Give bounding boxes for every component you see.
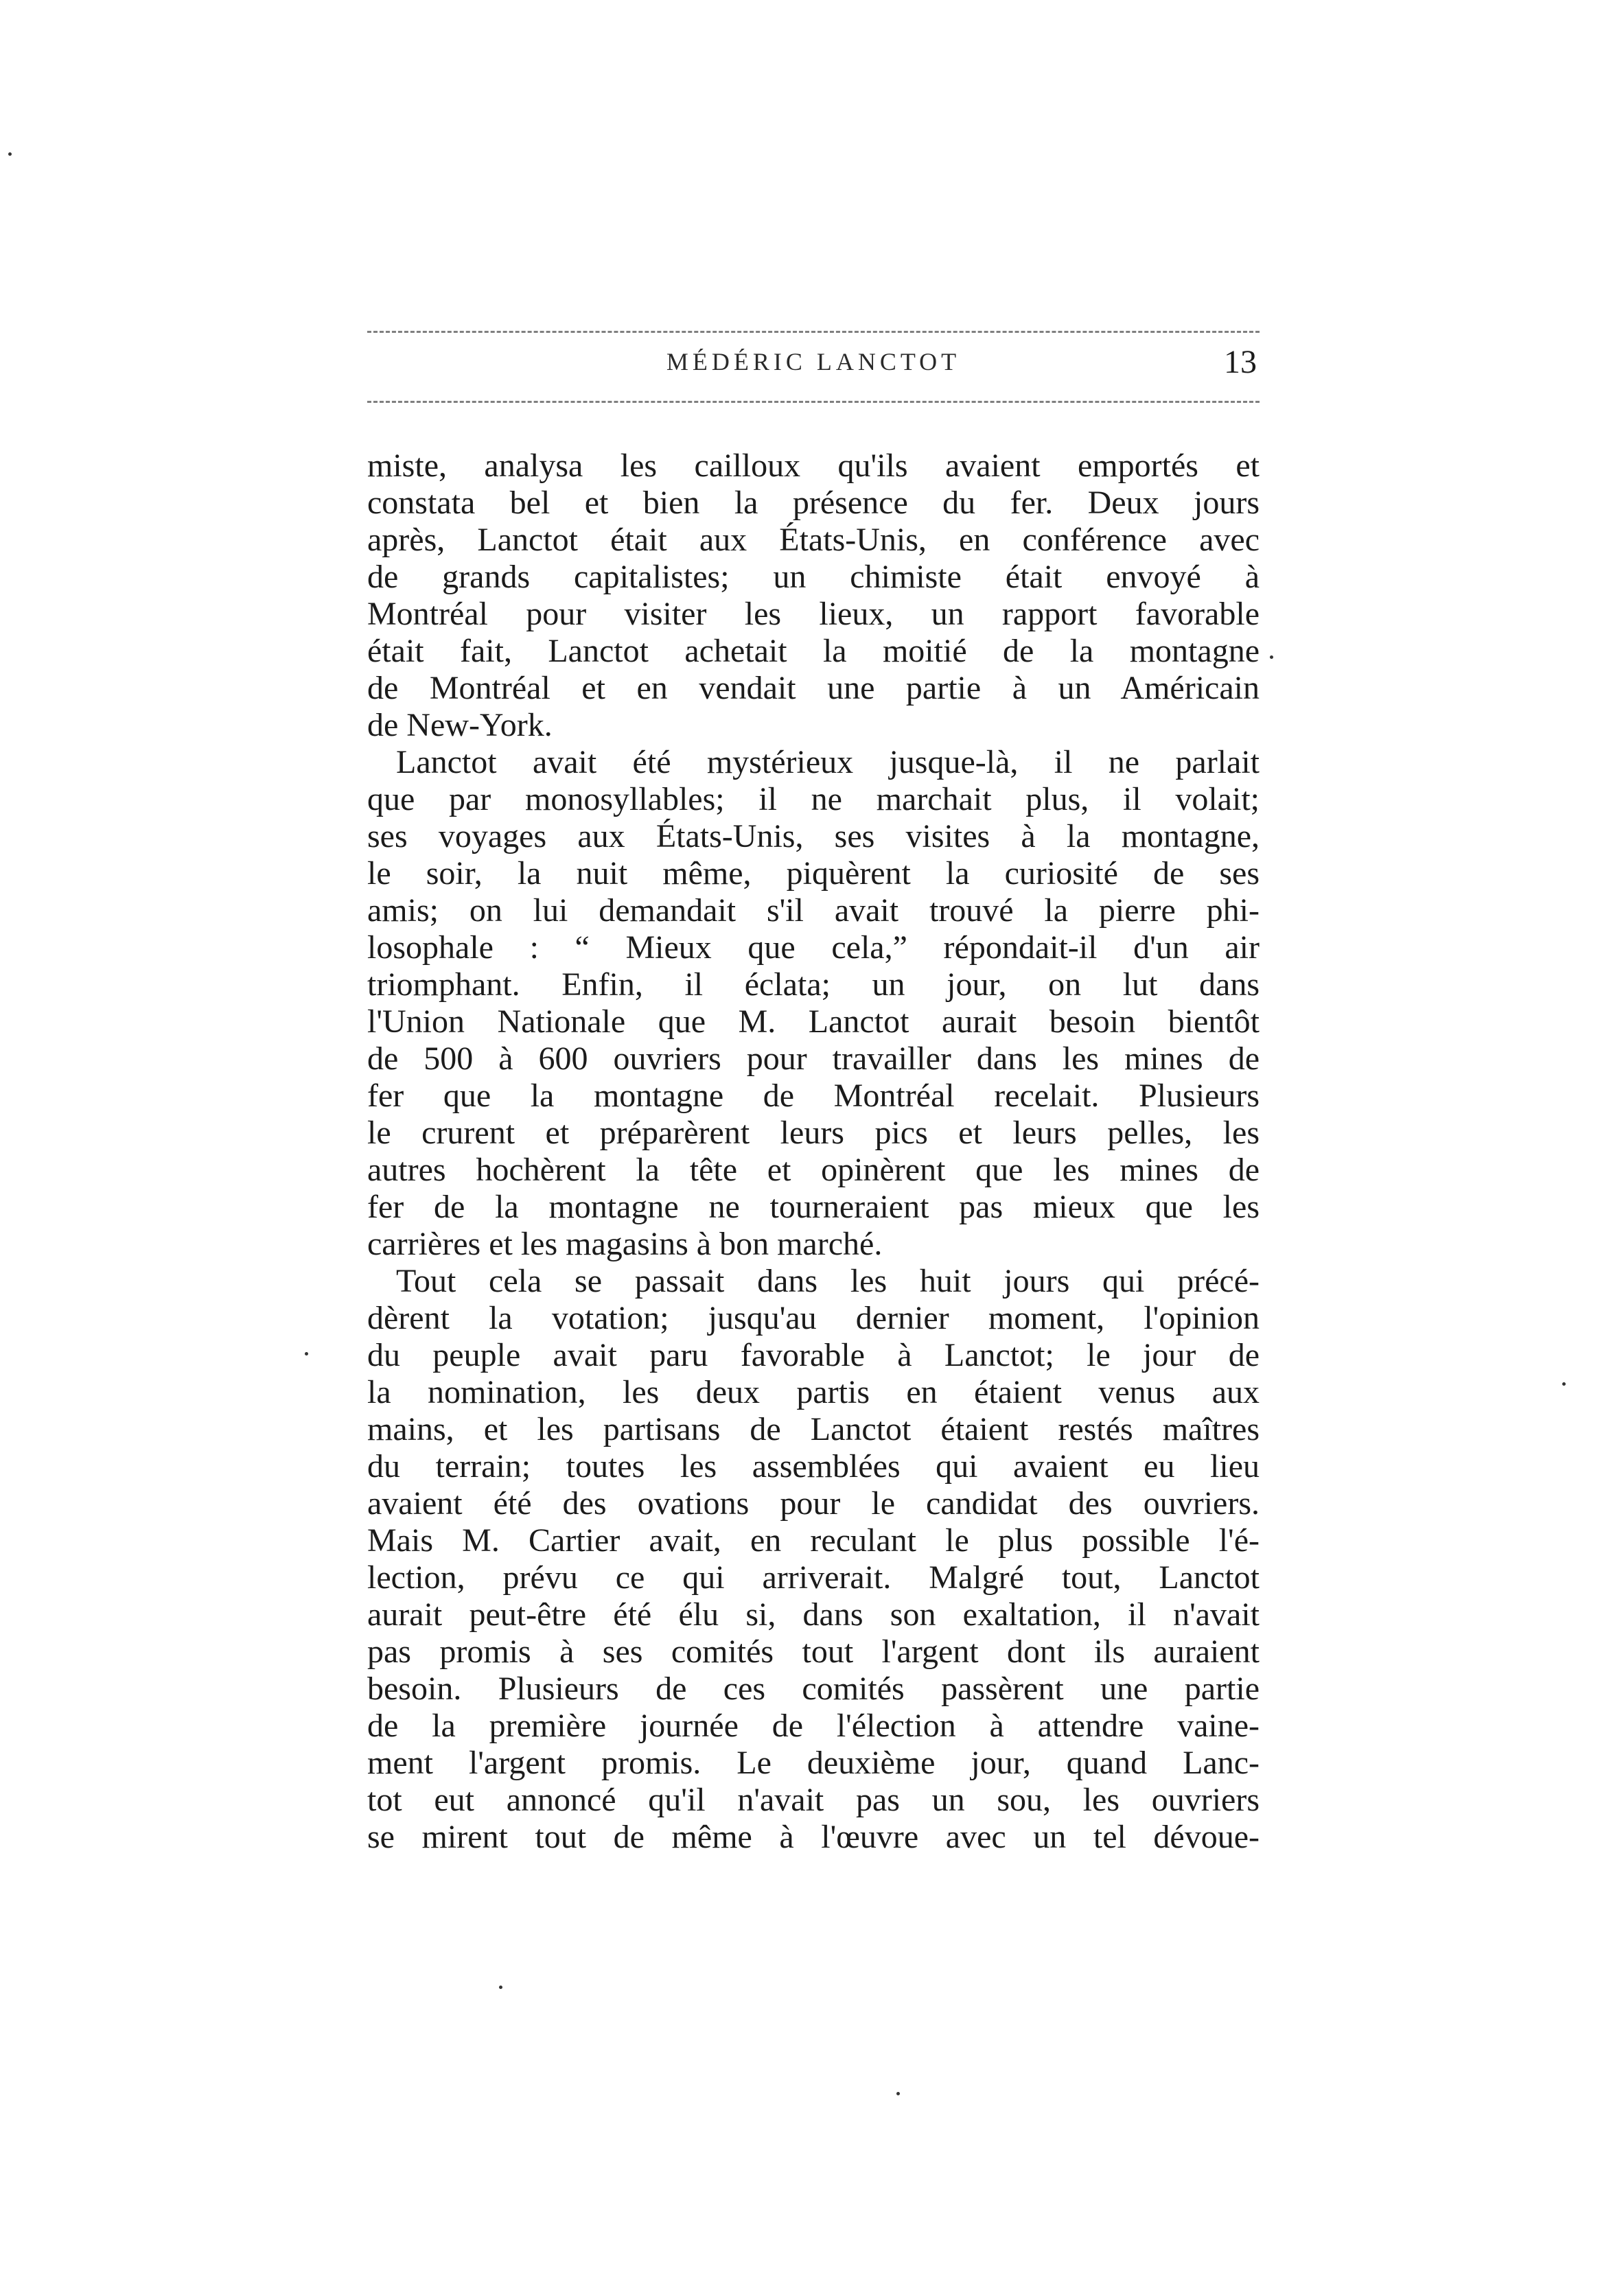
text-line: le crurent et préparèrent leurs pics et leurs pelles, les bbox=[367, 1115, 1260, 1151]
text-line: fer de la montagne ne tourneraient pas mieux que les bbox=[367, 1189, 1260, 1225]
scan-speck bbox=[1562, 1382, 1566, 1386]
text-line: amis; on lui demandait s'il avait trouvé la pierre phi- bbox=[367, 892, 1260, 929]
paragraph-2 bbox=[367, 744, 1260, 1263]
scan-speck bbox=[896, 2092, 900, 2095]
text-line: Lanctot avait été mystérieux jusque-là, il ne parlait bbox=[396, 744, 1260, 780]
text-line: la nomination, les deux partis en étaient venus aux bbox=[367, 1374, 1260, 1410]
text-line: ment l'argent promis. Le deuxième jour, quand Lanc- bbox=[367, 1745, 1260, 1781]
text-line: était fait, Lanctot achetait la moitié de la montagne bbox=[367, 633, 1260, 669]
text-line: mains, et les partisans de Lanctot étaient restés maîtres bbox=[367, 1411, 1260, 1447]
paragraph-1 bbox=[367, 447, 1260, 744]
header-rule-top bbox=[367, 331, 1260, 333]
text-line: de grands capitalistes; un chimiste était envoyé à bbox=[367, 559, 1260, 595]
text-line: Tout cela se passait dans les huit jours qui précé- bbox=[396, 1263, 1260, 1299]
scan-speck bbox=[1270, 655, 1273, 659]
text-line: Mais M. Cartier avait, en reculant le plus possible l'é- bbox=[367, 1522, 1260, 1559]
text-line: avaient été des ovations pour le candidat des ouvriers. bbox=[367, 1485, 1260, 1522]
text-line: du terrain; toutes les assemblées qui avaient eu lieu bbox=[367, 1448, 1260, 1485]
text-line: ses voyages aux États-Unis, ses visites à la montagne, bbox=[367, 818, 1260, 854]
paragraph-3 bbox=[367, 1263, 1260, 1856]
text-line: besoin. Plusieurs de ces comités passèrent une partie bbox=[367, 1671, 1260, 1707]
text-line: l'Union Nationale que M. Lanctot aurait besoin bientôt bbox=[367, 1003, 1260, 1040]
text-line: pas promis à ses comités tout l'argent dont ils auraient bbox=[367, 1633, 1260, 1670]
text-line: lection, prévu ce qui arriverait. Malgré tout, Lanctot bbox=[367, 1559, 1260, 1596]
text-line: de la première journée de l'élection à attendre vaine- bbox=[367, 1708, 1260, 1744]
text-line: tot eut annoncé qu'il n'avait pas un sou, les ouvriers bbox=[367, 1782, 1260, 1818]
scan-speck bbox=[8, 152, 12, 156]
text-line: fer que la montagne de Montréal recelait. Plusieurs bbox=[367, 1078, 1260, 1114]
text-line: losophale : “ Mieux que cela,” répondait-il d'un air bbox=[367, 929, 1260, 966]
text-line: dèrent la votation; jusqu'au dernier moment, l'opinion bbox=[367, 1300, 1260, 1336]
scan-speck bbox=[305, 1352, 308, 1355]
text-line: le soir, la nuit même, piquèrent la curiosité de ses bbox=[367, 855, 1260, 892]
header-rule-bottom bbox=[367, 401, 1260, 403]
text-line: triomphant. Enfin, il éclata; un jour, on lut dans bbox=[367, 966, 1260, 1003]
text-line: de Montréal et en vendait une partie à un Américain bbox=[367, 670, 1260, 706]
text-line: autres hochèrent la tête et opinèrent que les mines de bbox=[367, 1152, 1260, 1188]
text-line: après, Lanctot était aux États-Unis, en conférence avec bbox=[367, 522, 1260, 558]
text-line: de 500 à 600 ouvriers pour travailler dans les mines de bbox=[367, 1040, 1260, 1077]
text-line: carrières et les magasins à bon marché. bbox=[367, 1226, 883, 1262]
text-line: que par monosyllables; il ne marchait plus, il volait; bbox=[367, 781, 1260, 817]
text-line: constata bel et bien la présence du fer. Deux jours bbox=[367, 485, 1260, 521]
scan-speck bbox=[499, 1986, 502, 1989]
text-line: aurait peut-être été élu si, dans son exaltation, il n'avait bbox=[367, 1596, 1260, 1633]
text-line: se mirent tout de même à l'œuvre avec un tel dévoue- bbox=[367, 1819, 1260, 1855]
text-line: du peuple avait paru favorable à Lanctot; le jour de bbox=[367, 1337, 1260, 1373]
text-line: miste, analysa les cailloux qu'ils avaient emportés et bbox=[367, 447, 1260, 484]
body-text bbox=[367, 447, 1260, 1856]
text-line: Montréal pour visiter les lieux, un rapport favorable bbox=[367, 596, 1260, 632]
running-title: MÉDÉRIC LANCTOT bbox=[666, 348, 961, 375]
text-line: de New-York. bbox=[367, 707, 553, 743]
page-number: 13 bbox=[1224, 344, 1257, 380]
running-head bbox=[367, 343, 1260, 391]
